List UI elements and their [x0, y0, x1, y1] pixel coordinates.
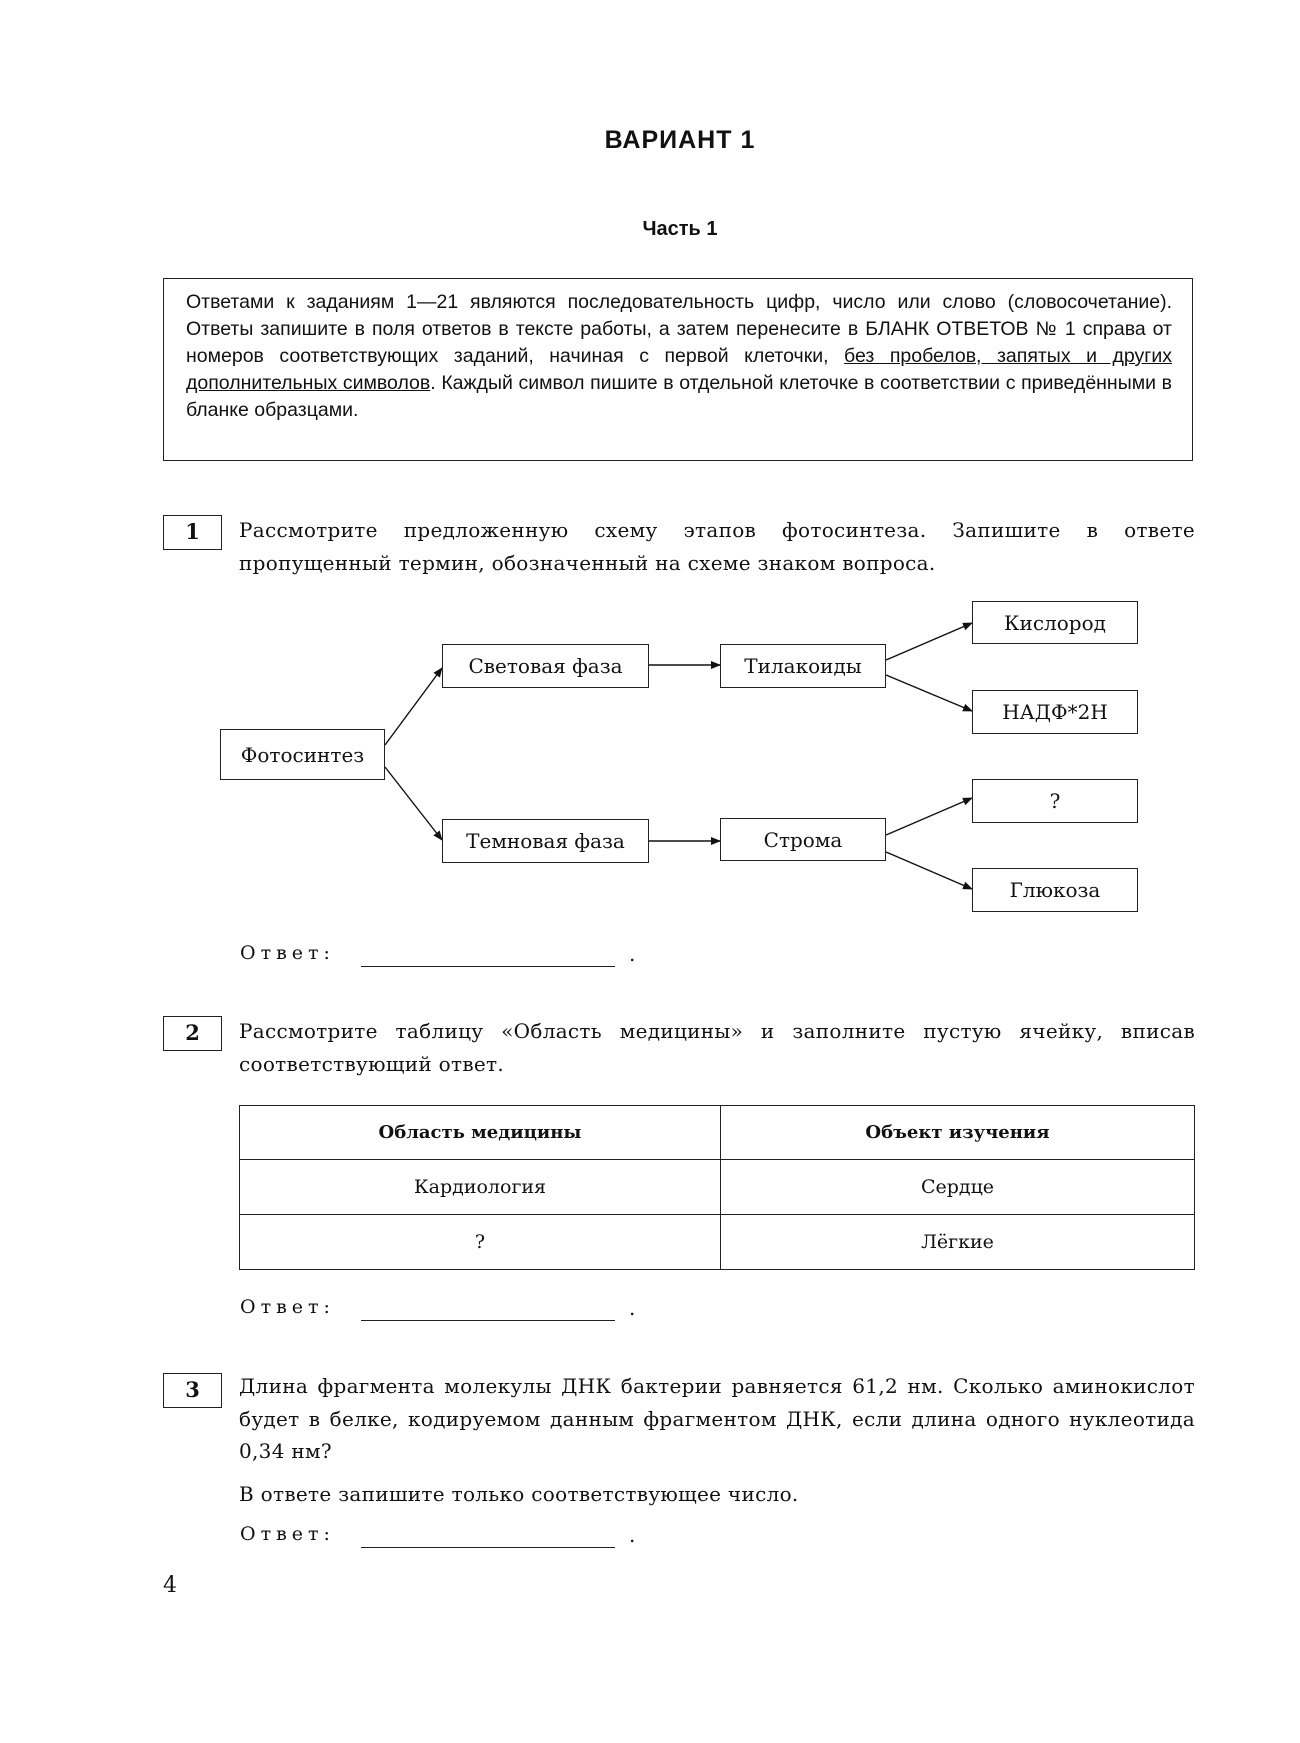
table-header-object: Объект изучения: [721, 1106, 1195, 1160]
diagram-node-glucose: Глюкоза: [972, 868, 1138, 912]
question-number-2: 2: [163, 1016, 222, 1051]
page-number: 4: [163, 1573, 177, 1598]
question-number-1: 1: [163, 515, 222, 550]
table-cell-missing: ?: [240, 1215, 721, 1270]
part-title: Часть 1: [642, 218, 718, 240]
answer-field-1[interactable]: [361, 966, 615, 967]
diagram-node-nadph: НАДФ*2Н: [972, 690, 1138, 734]
instructions-text-part: Ответами к заданиям 1—21 являются последовательность цифр, число или слово (словосочетание). Ответы запишите в поля ответов в тексте работы, а затем перенесите в БЛАНК ОТВЕТОВ № 1 справа от номеров соответствующих заданий, начиная с первой клеточки,: [186, 291, 1172, 367]
table-cell: Лёгкие: [721, 1215, 1195, 1270]
answer-label-1: Ответ:: [240, 942, 335, 964]
question-text-3: Длина фрагмента молекулы ДНК бактерии равняется 61,2 нм. Сколько аминокислот будет в белке, кодируемом данным фрагментом ДНК, если длина одного нуклеотида 0,34 нм?: [239, 1374, 1195, 1463]
table-header-field: Область медицины: [240, 1106, 721, 1160]
table-cell: Сердце: [721, 1160, 1195, 1215]
question-number-3: 3: [163, 1373, 222, 1408]
table-row: [240, 1160, 1195, 1215]
diagram-node-unknown: ?: [972, 779, 1138, 823]
table-row: [240, 1215, 1195, 1270]
question-text-2: Рассмотрите таблицу «Область медицины» и заполните пустую ячейку, вписав соответствующий ответ.: [239, 1019, 1195, 1076]
answer-label-2: Ответ:: [240, 1296, 335, 1318]
question-text-1: Рассмотрите предложенную схему этапов фотосинтеза. Запишите в ответе пропущенный термин, обозначенный на схеме знаком вопроса.: [239, 518, 1195, 575]
instructions-text-part: . Каждый символ пишите в отдельной клеточке в соответствии с приведёнными в бланке образцами.: [186, 372, 1173, 421]
medicine-table: [239, 1105, 1195, 1270]
diagram-node-oxygen: Кислород: [972, 601, 1138, 644]
diagram-node-light-phase: Световая фаза: [442, 644, 649, 688]
diagram-node-photosynthesis: Фотосинтез: [220, 729, 385, 780]
diagram-node-dark-phase: Темновая фаза: [442, 819, 649, 863]
question-note-3: В ответе запишите только соответствующее число.: [239, 1482, 799, 1506]
answer-field-2[interactable]: [361, 1320, 615, 1321]
answer-period-2: .: [629, 1296, 636, 1320]
answer-period-1: .: [629, 942, 636, 966]
diagram-node-thylakoids: Тилакоиды: [720, 644, 886, 688]
variant-title: ВАРИАНТ 1: [604, 126, 756, 154]
diagram-node-stroma: Строма: [720, 818, 886, 861]
answer-field-3[interactable]: [361, 1547, 615, 1548]
instructions-underlined: без пробелов, запятых и других дополнительных символов: [186, 345, 1172, 394]
answer-label-3: Ответ:: [240, 1523, 335, 1545]
table-cell: Кардиология: [240, 1160, 721, 1215]
answer-period-3: .: [629, 1523, 636, 1547]
